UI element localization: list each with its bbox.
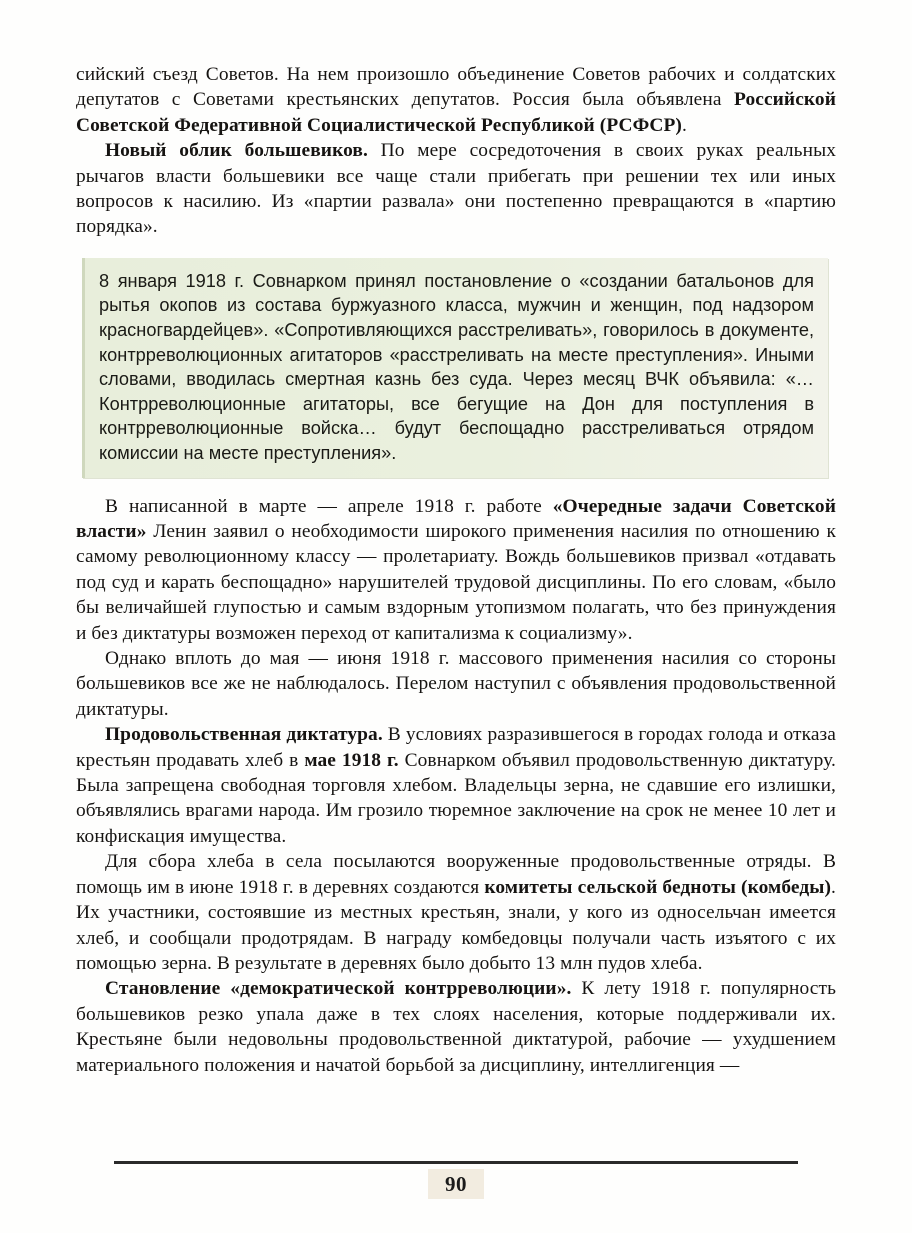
source-callout-text: 8 января 1918 г. Совнарком принял постановление о «создании батальонов для рытья окопов из состава буржуазного класса, мужчин и женщин, под надзором красногвардейцев». «Сопротивляющихся расстреливать», говорилось в документе, контрреволюционных агитаторов «расстреливать на месте преступления». Иными словами, вводилась смертная казнь без суда. Через месяц ВЧК объявила: «…Контрреволюционные агитаторы, все бегущие на Дон для поступления в контрреволюционные войска… будут беспощадно расстреливаться отрядом комиссии на месте преступления». <box>99 270 814 463</box>
heading-run-food-dictatorship: Продовольственная диктатура. <box>105 724 383 746</box>
paragraph-continuation-text: сийский съезд Советов. На нем произошло объединение Советов рабочих и солдатских депутатов с Советами крестьянских депутатов. Россия была объявлена <box>76 64 836 111</box>
paragraph-democratic-counterrevolution <box>76 976 836 1078</box>
term-bold-kombedy: комитеты сельской бедноты (комбеды) <box>484 876 832 898</box>
paragraph-continuation <box>76 62 836 138</box>
paragraph-lenin-tasks-pre: В написанной в марте — апреле 1918 г. работе <box>105 495 553 517</box>
paragraph-kombedy-text-a: Для сбора хлеба в села посылаются вооруженные продовольственные отряды. В помощь им в июне 1918 г. в деревнях создаются <box>76 851 836 898</box>
page-number: 90 <box>445 1171 467 1196</box>
paragraph-no-mass-violence-text: Однако вплоть до мая — июня 1918 г. массового применения насилия со стороны большевиков все же не наблюдалось. Перелом наступил с объявления продовольственной диктатуры. <box>76 648 836 720</box>
heading-run-democratic-counterrevolution: Становление «демократической контрреволюции». <box>105 978 572 1000</box>
paragraph-lenin-tasks-post: Ленин заявил о необходимости широкого применения насилия по отношению к самому революционному классу — пролетариату. Вождь большевиков призвал «отдавать под суд и карать беспощадно» нарушителей трудовой дисциплины. По его словам, «было бы величайшей глупостью и самым вздорным утопизмом полагать, что без принуждения и без диктатуры возможен переход от капитализма к социализму». <box>76 521 836 644</box>
source-callout-box <box>82 258 828 478</box>
paragraph-food-dictatorship-text-c: Совнарком объявил продовольственную диктатуру. Была запрещена свободная торговля хлебом. Владельцы зерна, не сдавшие его излишки, объявлялись врагами народа. Им грозило тюремное заключение на срок не менее 10 лет и конфискация имущества. <box>76 749 836 847</box>
paragraph-food-dictatorship <box>76 722 836 849</box>
paragraph-kombedy <box>76 849 836 976</box>
page-footer <box>0 1155 912 1233</box>
paragraph-new-bolshevik-look <box>76 138 836 240</box>
paragraph-democratic-counterrevolution-text: К лету 1918 г. популярность большевиков резко упала даже в тех слоях населения, которые поддерживали их. Крестьяне были недовольны продовольственной диктатурой, рабочие — ухудшением материального положения и начатой борьбой за дисциплину, интеллигенция — <box>76 978 837 1076</box>
footer-divider <box>114 1161 798 1164</box>
paragraph-no-mass-violence <box>76 646 836 722</box>
paragraph-continuation-tail: . <box>681 114 687 136</box>
date-bold-may-1918: мае 1918 г. <box>304 749 399 771</box>
text-column <box>76 62 836 1078</box>
paragraph-new-bolshevik-look-text: По мере сосредоточения в своих руках реальных рычагов власти большевики все чаще стали прибегать при решении тех или иных вопросов к насилию. Из «партии развала» они постепенно превращаются в «партию порядка». <box>76 140 836 238</box>
paragraph-lenin-tasks <box>76 494 836 646</box>
heading-run-new-bolshevik-look: Новый облик большевиков. <box>105 140 368 162</box>
paragraph-food-dictatorship-text-a: В условиях разразившегося в городах голода и отказа крестьян продавать хлеб в <box>76 724 836 771</box>
paragraph-continuation-bold: Российской Советской Федеративной Социалистической Республикой (РСФСР) <box>76 89 836 136</box>
work-title-bold: «Очередные задачи Советской власти» <box>76 495 836 542</box>
paragraph-kombedy-text-c: . Их участники, состоявшие из местных крестьян, знали, у кого из односельчан имеется хлеб, и сообщали продотрядам. В награду комбедовцы получали часть изъятого с их помощью зерна. В результате в деревнях было добыто 13 млн пудов хлеба. <box>76 876 836 974</box>
page-number-badge <box>428 1169 484 1199</box>
